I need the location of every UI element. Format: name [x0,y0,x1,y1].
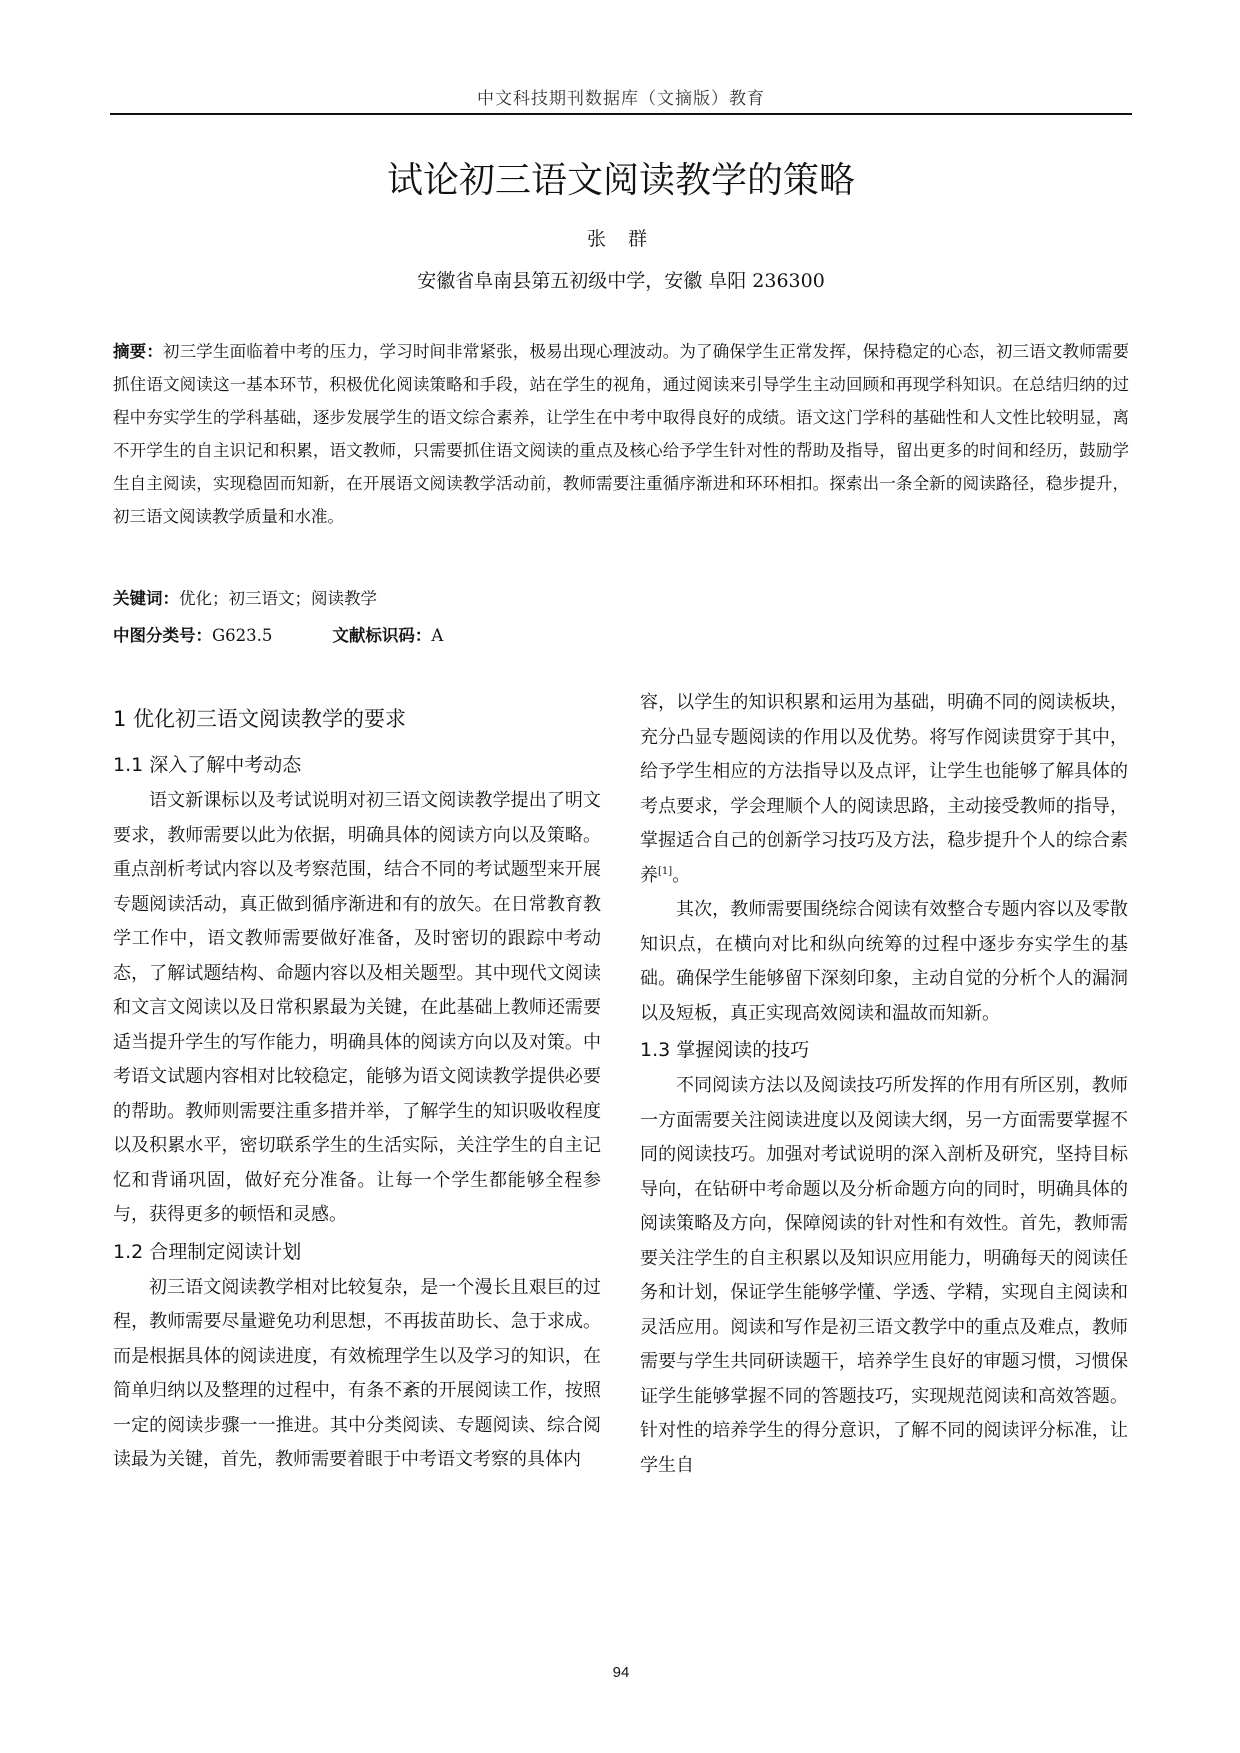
citation-marker[interactable]: [1] [658,865,673,877]
clc-label: 中图分类号： [113,626,212,645]
subsection-heading-1-2: 1.2 合理制定阅读计划 [113,1240,302,1263]
paragraph: 语文新课标以及考试说明对初三语文阅读教学提出了明文要求，教师需要以此为依据，明确具体的阅读方向以及策略。重点剖析考试内容以及考察范围，结合不同的考试题型来开展专题阅读活动，真正做到循序渐进和有的放矢。在日常教育教学工作中，语文教师需要做好准备，及时密切的跟踪中考动态，了解试题结构、命题内容以及相关题型。其中现代文阅读和文言文阅读以及日常积累最为关键，在此基础上教师还需要适当提升学生的写作能力，明确具体的阅读方向以及对策。中考语文试题内容相对比较稳定，能够为语文阅读教学提供必要的帮助。教师则需要注重多措并举，了解学生的知识吸收程度以及积累水平，密切联系学生的生活实际，关注学生的自主记忆和背诵巩固，做好充分准备。让每一个学生都能够全程参与，获得更多的顿悟和灵感。 [113,790,601,1225]
subsection-heading-1-3: 1.3 掌握阅读的技巧 [640,1039,810,1061]
page-number: 94 [612,1664,630,1681]
keywords-label: 关键词： [113,589,179,608]
clc-value: G623.5 [212,626,273,645]
abstract-text: 初三学生面临着中考的压力，学习时间非常紧张，极易出现心理波动。为了确保学生正常发挥，保持稳定的心态，初三语文教师需要抓住语文阅读这一基本环节，积极优化阅读策略和手段，站在学生的视角，通过阅读来引导学生主动回顾和再现学科知识。在总结归纳的过程中夯实学生的学科基础，逐步发展学生的语文综合素养，让学生在中考中取得良好的成绩。语文这门学科的基础性和人文性比较明显，离不开学生的自主识记和积累，语文教师，只需要抓住语文阅读的重点及核心给予学生针对性的帮助及指导，留出更多的时间和经历，鼓励学生自主阅读，实现稳固而知新，在开展语文阅读教学活动前，教师需要注重循序渐进和环环相扣。探索出一条全新的阅读路径，稳步提升，初三语文阅读教学质量和水准。 [113,342,1130,526]
abstract [113,335,1129,533]
paragraph: 不同阅读方法以及阅读技巧所发挥的作用有所区别，教师一方面需要关注阅读进度以及阅读大纲，另一方面需要掌握不同的阅读技巧。加强对考试说明的深入剖析及研究，坚持目标导向，在钻研中考命题以及分析命题方向的同时，明确具体的阅读策略及方向，保障阅读的针对性和有效性。首先，教师需要关注学生的自主积累以及知识应用能力，明确每天的阅读任务和计划，保证学生能够学懂、学透、学精，实现自主阅读和灵活应用。阅读和写作是初三语文教学中的重点及难点，教师需要与学生共同研读题干，培养学生良好的审题习惯，习惯保证学生能够掌握不同的答题技巧，实现规范阅读和高效答题。针对性的培养学生的得分意识，了解不同的阅读评分标准，让学生自 [640,1075,1128,1476]
article-title: 试论初三语文阅读教学的策略 [386,160,855,201]
paragraph: 其次，教师需要围绕综合阅读有效整合专题内容以及零散知识点，在横向对比和纵向统筹的过程中逐步夯实学生的基础。确保学生能够留下深刻印象，主动自觉的分析个人的漏洞以及短板，真正实现高效阅读和温故而知新。 [640,899,1128,1024]
classification-line [113,622,443,646]
right-column [640,686,1128,1483]
paragraph-continued [640,686,1128,893]
left-column [113,690,601,1478]
abstract-label: 摘要： [113,342,163,361]
author-affiliation: 安徽省阜南县第五初级中学，安徽 阜阳 236300 [417,270,825,292]
paragraph: 初三语文阅读教学相对比较复杂，是一个漫长且艰巨的过程，教师需要尽量避免功利思想，不再拔苗助长、急于求成。而是根据具体的阅读进度，有效梳理学生以及学习的知识，在简单归纳以及整理的过程中，有条不紊的开展阅读工作，按照一定的阅读步骤一一推进。其中分类阅读、专题阅读、综合阅读最为关键，首先，教师需要着眼于中考语文考察的具体内 [113,1276,601,1470]
journal-header: 中文科技期刊数据库（文摘版）教育 [477,89,765,109]
section-heading-1: 1 优化初三语文阅读教学的要求 [113,707,407,731]
header-rule [110,113,1132,115]
paragraph-text: 容，以学生的知识积累和运用为基础，明确不同的阅读板块，充分凸显专题阅读的作用以及优势。将写作阅读贯穿于其中，给予学生相应的方法指导以及点评，让学生也能够了解具体的考点要求，学会理顺个人的阅读思路，主动接受教师的指导，掌握适合自己的创新学习技巧及方法，稳步提升个人的综合素养 [640,692,1128,886]
subsection-heading-1-1: 1.1 深入了解中考动态 [113,754,302,776]
keywords [113,585,377,609]
doc-code-label: 文献标识码： [332,626,432,645]
doc-code-value: A [431,626,444,645]
author-name: 张 群 [586,228,656,250]
paragraph-end: 。 [672,864,691,886]
keywords-text: 优化；初三语文；阅读教学 [179,589,377,608]
